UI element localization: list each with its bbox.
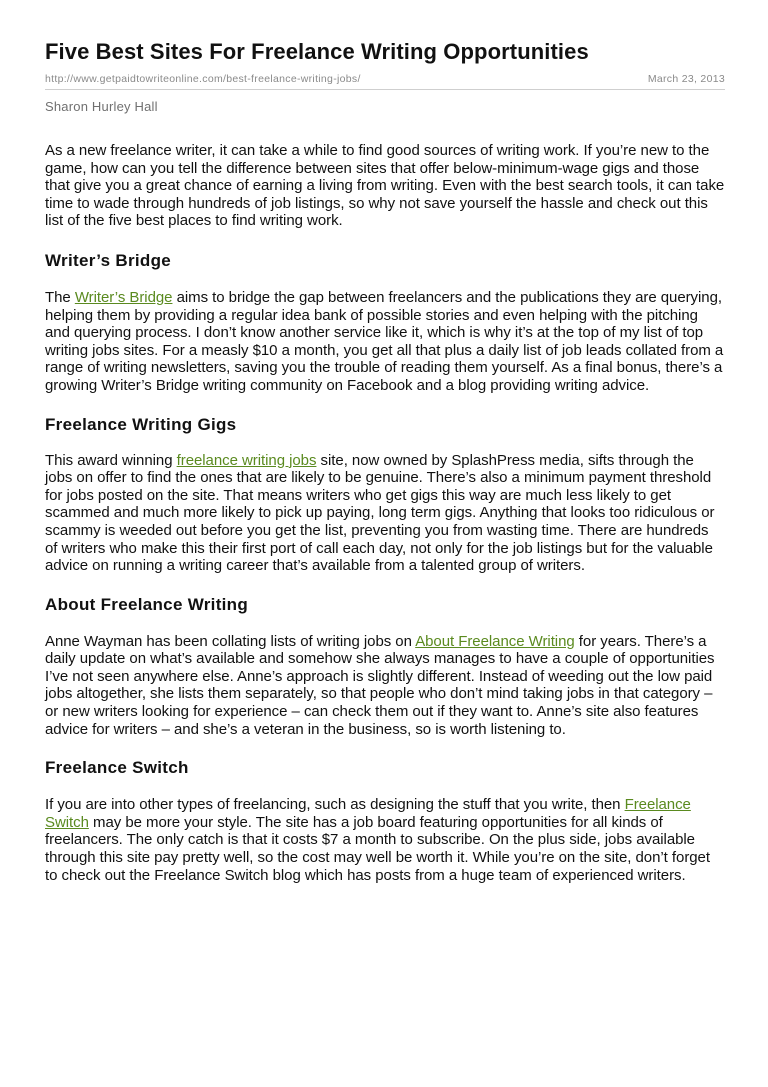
- text-before-link: The: [45, 288, 75, 306]
- text-after-link: aims to bridge the gap between freelancers and the publications they are querying, helping them by providing a regular idea bank of possible stories and even helping with the pitching and querying process. I don’t know another service like it, which is why it’s at the top of my list of top writing jobs sites. For a measly $10 a month, you get all that plus a daily list of job leads collated from a range of writing newsletters, saving you the trouble of reading them yourself. As a final bonus, there’s a growing Writer’s Bridge writing community on Facebook and a blog providing writing advice.: [45, 288, 724, 394]
- paragraph-writers-bridge: [45, 289, 725, 395]
- text-before-link: If you are into other types of freelancing, such as designing the stuff that you write, then: [45, 796, 625, 814]
- paragraph-freelance-switch: [45, 796, 725, 884]
- intro-paragraph: As a new freelance writer, it can take a while to find good sources of writing work. If you’re new to the game, how can you tell the difference between sites that offer below-minimum-wage gigs and those that give you a great chance of earning a living from writing. Even with the best search tools, it can take time to wade through hundreds of job listings, so why not save yourself the hassle and check out this list of the five best places to find writing work.: [45, 142, 725, 230]
- text-before-link: This award winning: [45, 451, 177, 469]
- link-about-freelance-writing[interactable]: About Freelance Writing: [415, 632, 575, 650]
- heading-about-freelance-writing: About Freelance Writing: [45, 594, 249, 614]
- source-url: http://www.getpaidtowriteonline.com/best-freelance-writing-jobs/: [45, 73, 361, 85]
- link-freelance-writing-jobs[interactable]: freelance writing jobs: [176, 451, 317, 469]
- author-name: Sharon Hurley Hall: [45, 99, 158, 114]
- heading-freelance-switch: Freelance Switch: [45, 758, 189, 778]
- link-writers-bridge[interactable]: Writer’s Bridge: [74, 288, 173, 306]
- header-divider: [45, 89, 725, 90]
- text-after-link: for years. There’s a daily update on what’s available and somehow she always manages to have a couple of opportunities I’ve not seen anywhere else. Anne’s approach is slightly different. Instead of weeding out the low paid jobs altogether, she lists them separately, so that people who don’t mind taking jobs in that category – or new writers looking for experience – can check them out if they want to. Anne’s site also features advice for writers – and she’s a veteran in the business, so is worth listening to.: [45, 632, 715, 738]
- meta-row: [45, 71, 725, 87]
- text-after-link: may be more your style. The site has a job board featuring opportunities for all kinds of freelancers. The only catch is that it costs $7 a month to subscribe. On the plus side, jobs available through this site pay pretty well, so the cost may well be worth it. While you’re on the site, don’t forget to check out the Freelance Switch blog which has posts from a huge team of experienced writers.: [45, 813, 710, 884]
- document-page: [45, 38, 725, 884]
- text-before-link: Anne Wayman has been collating lists of writing jobs on: [45, 632, 416, 650]
- page-title: Five Best Sites For Freelance Writing Opportunities: [45, 39, 589, 64]
- publish-date: March 23, 2013: [647, 73, 725, 85]
- link-freelance-switch[interactable]: Freelance Switch: [45, 796, 691, 831]
- heading-writers-bridge: Writer’s Bridge: [45, 250, 172, 270]
- heading-freelance-writing-gigs: Freelance Writing Gigs: [45, 414, 237, 434]
- paragraph-freelance-writing-gigs: [45, 452, 725, 575]
- text-after-link: site, now owned by SplashPress media, sifts through the jobs on offer to find the ones that are likely to be genuine. There’s also a minimum payment threshold for jobs posted on the site. That means writers who get gigs this way are much less likely to get scammed and much more likely to pick up paying, long term gigs. Anything that looks too ridiculous or scammy is weeded out before you get the list, preventing you from wasting time. There are hundreds of writers who make this their first port of call each day, not only for the job listings but for the valuable advice on running a writing career that’s available from a talented group of writers.: [45, 451, 715, 575]
- paragraph-about-freelance-writing: [45, 633, 725, 739]
